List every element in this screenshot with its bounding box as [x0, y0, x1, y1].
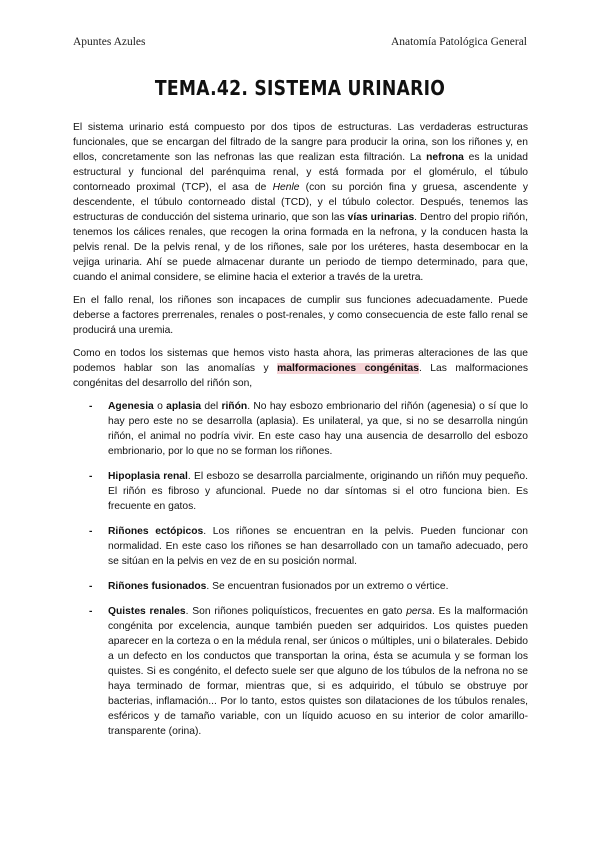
rinon-term: riñón	[221, 401, 248, 412]
list-item-quistes	[73, 604, 528, 739]
fusionados-term: Riñones fusionados	[108, 581, 207, 592]
intro-text-4: . Dentro del propio riñón, tenemos los cálices renales, que recogen la orina formada en la nefrona, y la conducen hasta la pelvis renal. De la pelvis renal, y de los riñones, sale por los uréteres, hasta desembocar en la vejiga urinaria. Ahí se puede almacenar durante un periodo de tiempo determinado, para que, cuando el animal considere, se elimine hacia el exterior a través de la uretra.	[73, 212, 528, 283]
quistes-text-1: . Son riñones poliquísticos, frecuentes en gato	[185, 606, 407, 617]
malformations-text-2: . Las malformaciones congénitas del desarrollo del riñón son,	[73, 363, 528, 389]
agenesia-text-3: . No hay esbozo embrionario del riñón (agenesia) o sí que lo hay pero este no se desarrolla (aplasia). Es unilateral, ya que, si no se desarrolla ningún riñón, el animal no podría vivir. En este caso hay una ausencia de desarrollo del esbozo embrionario, por lo que no se forman los riñones.	[108, 401, 529, 457]
malformations-paragraph	[73, 346, 528, 391]
malformations-highlight: malformaciones congénitas	[277, 363, 419, 374]
intro-text-3: (con su porción fina y gruesa, ascendente y descendente, el túbulo contorneado distal (TCD), y el túbulo colector. Después, tenemos las estructuras de conducción del sistema urinario, que son las	[73, 182, 528, 223]
ectopicos-text: . Los riñones se encuentran en la pelvis. Pueden funcionar con normalidad. En este caso los riñones se han desarrollado con un tamaño adecuado, pero se sitúan en la pelvis en vez de en su posición normal.	[108, 526, 529, 567]
list-item-fusionados	[73, 579, 528, 594]
fusionados-text: . Se encuentran fusionados por un extremo o vértice.	[206, 581, 449, 592]
renal-failure-paragraph: En el fallo renal, los riñones son incapaces de cumplir sus funciones adecuadamente. Puede deberse a factores prerrenales, renales o post-renales, y como consecuencia de este fallo renal se producirá una uremia.	[73, 295, 528, 336]
agenesia-text-2: del	[201, 401, 222, 412]
header-right: Anatomía Patológica General	[390, 36, 527, 48]
malformations-list	[73, 399, 528, 739]
agenesia-term: Agenesia	[108, 401, 154, 412]
document-body	[73, 120, 528, 749]
ectopicos-term: Riñones ectópicos	[108, 526, 204, 537]
intro-text-2: es la unidad estructural y funcional del parénquima renal, y está formada por el glomérulo, el túbulo contorneado proximal (TCP), el asa de	[73, 152, 528, 193]
list-item-hipoplasia	[73, 469, 528, 514]
intro-text-1: El sistema urinario está compuesto por dos tipos de estructuras. Las verdaderas estructuras funcionales, que se encargan del filtrado de la sangre para producir la orina, son los riñones y, en ellos, concretamente son las nefronas las que realizan esta filtración. La	[73, 122, 528, 163]
aplasia-term: aplasia	[166, 401, 202, 412]
quistes-term: Quistes renales	[108, 606, 186, 617]
quistes-italic-persa: persa	[406, 606, 432, 617]
list-item-ectopicos	[73, 524, 528, 569]
quistes-text-2: . Es la malformación congénita por excelencia, aunque también pueden ser adquiridos. Los quistes pueden aparecer en la corteza o en la médula renal, ser únicos o múltiples, uni o bilaterales. Debido a un defecto en los conductos que transportan la orina, ésta se acumula y se forman los quistes. Si es congénito, el defecto suele ser que alguno de los túbulos de la nefrona no se haya terminado de formar, mientras que, si es adquirido, el túbulo se obstruye por bacterias, inflamación... Por lo tanto, estos quistes son dilataciones de los túbulos renales, esféricos y de tamaño variable, con un líquido acuoso en su interior de color amarillo-transparente (orina).	[108, 606, 529, 737]
page-title: TEMA.42. SISTEMA URINARIO	[154, 76, 446, 100]
intro-paragraph	[73, 120, 528, 285]
list-item-agenesia	[73, 399, 528, 459]
hipoplasia-term: Hipoplasia renal	[108, 471, 188, 482]
intro-italic-henle: Henle	[272, 182, 300, 193]
intro-bold-vias: vías urinarias	[347, 212, 415, 223]
intro-bold-nefrona: nefrona	[426, 152, 464, 163]
hipoplasia-text: . El esbozo se desarrolla parcialmente, originando un riñón muy pequeño. El riñón es fibroso y afuncional. Puede no dar síntomas si el otro funciona bien. Es frecuente en gatos.	[108, 471, 528, 512]
header-left: Apuntes Azules	[73, 36, 146, 48]
malformations-text-1: Como en todos los sistemas que hemos visto hasta ahora, las primeras alteraciones de las que podemos hablar son las anomalías y	[73, 348, 528, 374]
agenesia-text-1: o	[153, 401, 167, 412]
